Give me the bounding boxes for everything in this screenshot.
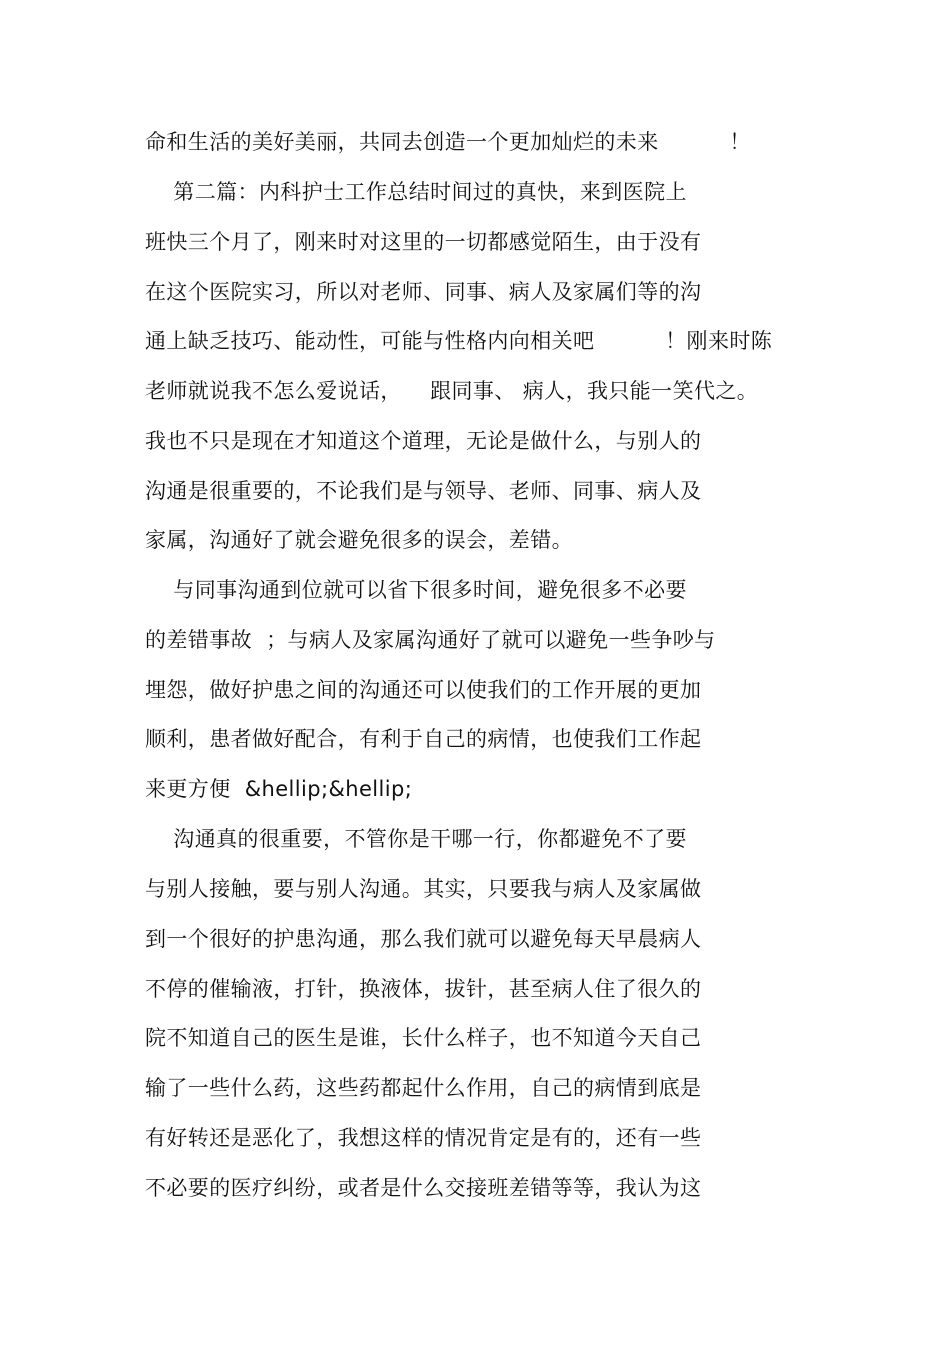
text-line: 命和生活的美好美丽，共同去创造一个更加灿烂的未来 ！ <box>145 130 751 154</box>
text-line: 第二篇：内科护士工作总结时间过的真快，来到医院上 <box>145 180 687 204</box>
text-line: 不停的催输液，打针，换液体，拔针，甚至病人住了很久的 <box>145 977 702 1001</box>
text-line: 到一个很好的护患沟通，那么我们就可以避免每天早晨病人 <box>145 927 702 951</box>
text-line: 不必要的医疗纠纷，或者是什么交接班差错等等，我认为这 <box>145 1176 702 1200</box>
text-line: 家属，沟通好了就会避免很多的误会，差错。 <box>145 528 573 552</box>
text-line: 沟通真的很重要，不管你是干哪一行，你都避免不了要 <box>145 827 687 851</box>
text-line: 顺利，患者做好配合，有利于自己的病情，也使我们工作起 <box>145 727 702 751</box>
text-line: 院不知道自己的医生是谁，长什么样子，也不知道今天自己 <box>145 1026 702 1050</box>
text-line: 输了一些什么药，这些药都起什么作用，自己的病情到底是 <box>145 1076 702 1100</box>
text-line: 在这个医院实习，所以对老师、同事、病人及家属们等的沟 <box>145 280 702 304</box>
text-line: 我也不只是现在才知道这个道理，无论是做什么，与别人的 <box>145 429 702 453</box>
text-line: 与别人接触，要与别人沟通。其实，只要我与病人及家属做 <box>145 877 702 901</box>
text-line: 老师就说我不怎么爱说话， 跟同事、 病人，我只能一笑代之。 <box>145 379 759 403</box>
text-line: 来更方便 &hellip;&hellip; <box>145 777 413 801</box>
text-line: 埋怨，做好护患之间的沟通还可以使我们的工作开展的更加 <box>145 678 702 702</box>
text-line: 与同事沟通到位就可以省下很多时间，避免很多不必要 <box>145 578 687 602</box>
text-line: 通上缺乏技巧、能动性，可能与性格内向相关吧 ！刚来时陈 <box>145 329 773 353</box>
text-line: 有好转还是恶化了，我想这样的情况肯定是有的，还有一些 <box>145 1126 702 1150</box>
text-line: 班快三个月了，刚来时对这里的一切都感觉陌生，由于没有 <box>145 230 702 254</box>
text-line: 沟通是很重要的，不论我们是与领导、老师、同事、病人及 <box>145 479 702 503</box>
text-line: 的差错事故 ；与病人及家属沟通好了就可以避免一些争吵与 <box>145 628 716 652</box>
